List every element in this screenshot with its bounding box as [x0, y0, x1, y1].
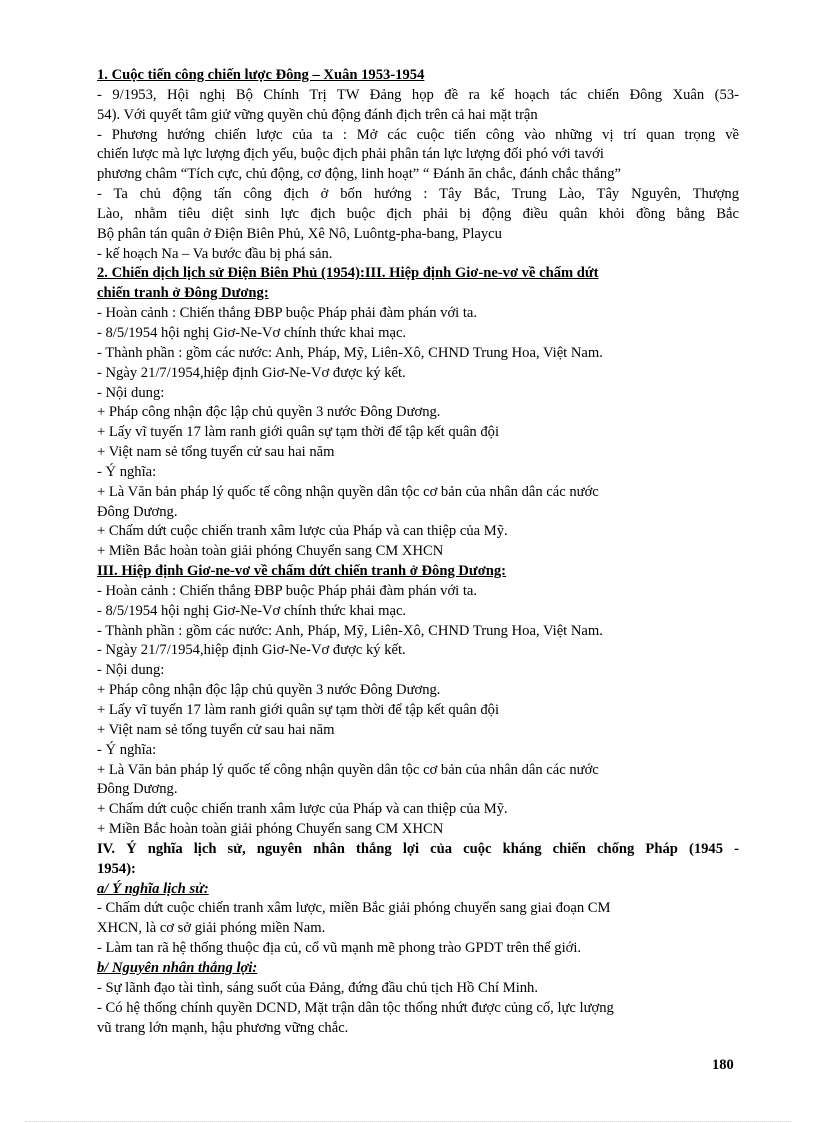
paragraph-line: Đông Dương. [97, 503, 178, 520]
paragraph-line: + Là Văn bản pháp lý quốc tế công nhận quyền dân tộc cơ bản của nhân dân các nước [97, 761, 599, 778]
page-number: 180 [712, 1057, 734, 1073]
paragraph-line: - Hoàn cảnh : Chiến thắng ĐBP buộc Pháp phải đàm phán với ta. [97, 582, 478, 599]
paragraph-line: - Thành phần : gồm các nước: Anh, Pháp, Mỹ, Liên-Xô, CHND Trung Hoa, Việt Nam. [97, 622, 603, 639]
section-4-heading: IV. Ý nghĩa lịch sử, nguyên nhân thắng lợi của cuộc kháng chiến chống Pháp (1945 - [97, 840, 739, 857]
paragraph-line: - Sự lãnh đạo tài tình, sáng suốt của Đảng, đứng đầu chủ tịch Hồ Chí Minh. [97, 979, 539, 996]
paragraph-line: - kế hoạch Na – Va bước đầu bị phá sản. [97, 245, 333, 262]
paragraph-line: chiến lược mà lực lượng địch yếu, buộc địch phải phân tán lực lượng đối phó với tavới [97, 146, 604, 163]
paragraph-line: - Ngày 21/7/1954,hiệp định Giơ-Ne-Vơ được ký kết. [97, 364, 406, 381]
paragraph-line: - Ngày 21/7/1954,hiệp định Giơ-Ne-Vơ được ký kết. [97, 642, 406, 659]
paragraph-line: - Chấm dứt cuộc chiến tranh xâm lược, miền Bắc giải phóng chuyển sang giai đoạn CM [97, 900, 611, 917]
section-1-heading: 1. Cuộc tiến công chiến lược Đông – Xuân 1953-1954 [97, 67, 425, 83]
paragraph-line: - Ý nghĩa: [97, 463, 157, 480]
paragraph-line: + Miền Bắc hoàn toàn giải phóng Chuyển sang CM XHCN [97, 543, 444, 560]
paragraph-line: - 8/5/1954 hội nghị Giơ-Ne-Vơ chính thức khai mạc. [97, 324, 407, 341]
document-page [97, 66, 739, 1038]
paragraph-line: vũ trang lớn mạnh, hậu phương vững chắc. [97, 1019, 349, 1036]
paragraph-line: - Nội dung: [97, 384, 165, 401]
paragraph-line: Bộ phân tán quân ở Điện Biên Phủ, Xê Nô, Luôntg-pha-bang, Playcu [97, 225, 502, 242]
paragraph-line: + Việt nam sẻ tổng tuyển cử sau hai năm [97, 721, 335, 738]
section-3-heading: III. Hiệp định Giơ-ne-vơ về chấm dứt chiến tranh ở Đông Dương: [97, 563, 507, 580]
paragraph-line: - Ta chủ động tấn công địch ở bốn hướng : Tây Bắc, Trung Lào, Tây Nguyên, Thượng [97, 186, 739, 203]
paragraph-line: 54). Với quyết tâm giử vững quyền chủ động đánh địch trên cả hai mặt trận [97, 106, 538, 123]
paragraph-line: phương châm “Tích cực, chủ động, cơ động, linh hoạt” “ Đánh ăn chắc, đánh chắc thắng” [97, 166, 622, 183]
paragraph-line: + Là Văn bản pháp lý quốc tế công nhận quyền dân tộc cơ bản của nhân dân các nước [97, 483, 599, 500]
paragraph-line: - 9/1953, Hội nghị Bộ Chính Trị TW Đảng họp đề ra kế hoạch tác chiến Đông Xuân (53- [97, 86, 739, 103]
paragraph-line: - Ý nghĩa: [97, 741, 157, 758]
section-4-heading-cont: 1954): [97, 860, 136, 877]
paragraph-line: - 8/5/1954 hội nghị Giơ-Ne-Vơ chính thức khai mạc. [97, 602, 407, 619]
paragraph-line: - Nội dung: [97, 662, 165, 679]
paragraph-line: + Pháp công nhận độc lập chủ quyền 3 nước Đông Dương. [97, 404, 441, 421]
paragraph-line: + Chấm dứt cuộc chiến tranh xâm lược của Pháp và can thiệp của Mỹ. [97, 523, 508, 540]
subsection-b-title: b/ Nguyên nhân thắng lợi: [97, 959, 258, 976]
paragraph-line: + Lấy vĩ tuyến 17 làm ranh giới quân sự tạm thời để tập kết quân đội [97, 702, 500, 718]
paragraph-line: Lào, nhằm tiêu diệt sinh lực địch buộc địch phải bị động điều quân khỏi đồng bằng Bắc [97, 205, 739, 222]
paragraph-line: Đông Dương. [97, 781, 178, 798]
paragraph-line: + Miền Bắc hoàn toàn giải phóng Chuyển sang CM XHCN [97, 821, 444, 838]
paragraph-line: + Pháp công nhận độc lập chủ quyền 3 nước Đông Dương. [97, 682, 441, 699]
paragraph-line: - Có hệ thống chính quyền DCND, Mặt trận dân tộc thống nhứt được củng cố, lực lượng [97, 999, 614, 1016]
section-2-heading: 2. Chiến dịch lịch sử Điện Biên Phủ (1954):III. Hiệp định Giơ-ne-vơ về chấm dứt [97, 265, 599, 282]
paragraph-line: + Chấm dứt cuộc chiến tranh xâm lược của Pháp và can thiệp của Mỹ. [97, 801, 508, 818]
paragraph-line: + Lấy vĩ tuyến 17 làm ranh giới quân sự tạm thời để tập kết quân đội [97, 424, 500, 441]
paragraph-line: XHCN, là cơ sở giải phóng miền Nam. [97, 920, 326, 937]
paragraph-line: - Làm tan rã hệ thống thuộc địa củ, cổ vũ mạnh mẽ phong trào GPDT trên thế giới. [97, 940, 582, 957]
paragraph-line: - Thành phần : gồm các nước: Anh, Pháp, Mỹ, Liên-Xô, CHND Trung Hoa, Việt Nam. [97, 344, 603, 361]
paragraph-line: + Việt nam sẻ tổng tuyển cử sau hai năm [97, 444, 335, 461]
section-2-heading-cont: chiến tranh ở Đông Dương: [97, 285, 269, 302]
subsection-a-title: a/ Ý nghĩa lịch sử: [97, 880, 209, 897]
paragraph-line: - Phương hướng chiến lược của ta : Mở các cuộc tiến công vào những vị trí quan trọng về [97, 126, 739, 143]
paragraph-line: - Hoàn cảnh : Chiến thắng ĐBP buộc Pháp phải đàm phán với ta. [97, 305, 478, 322]
page-bottom-divider [25, 1121, 791, 1122]
